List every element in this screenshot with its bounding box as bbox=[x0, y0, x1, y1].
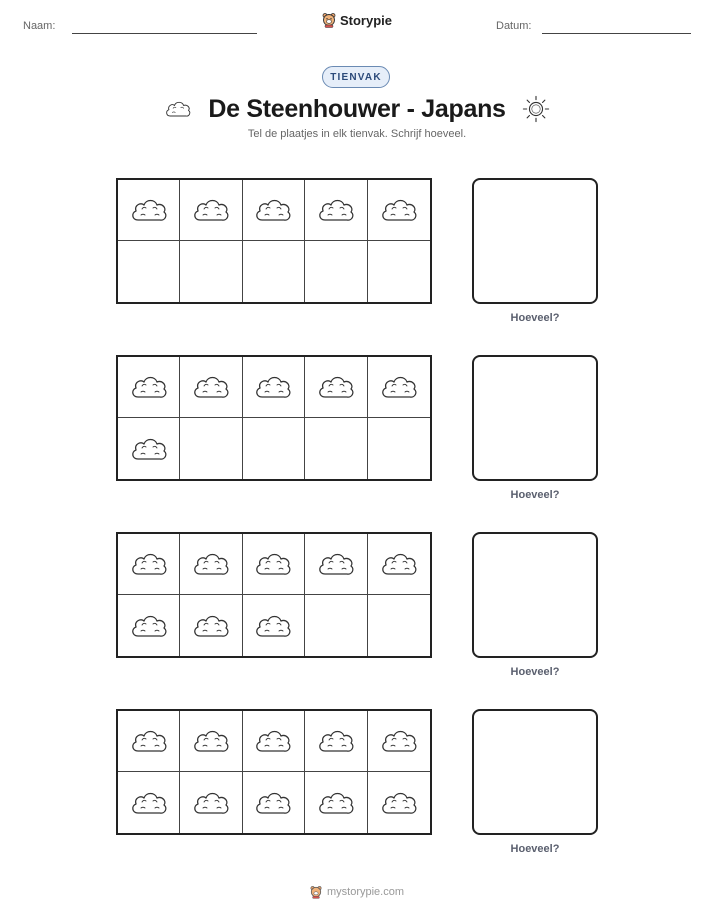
footer-url: mystorypie.com bbox=[326, 886, 405, 898]
answer-box[interactable] bbox=[472, 178, 598, 304]
frame-cell bbox=[368, 180, 430, 241]
answer-box[interactable] bbox=[472, 709, 598, 835]
frame-cell bbox=[368, 772, 430, 833]
frame-cell bbox=[368, 711, 430, 772]
cloud-icon bbox=[191, 549, 231, 579]
ten-frame bbox=[116, 178, 432, 304]
answer-label: Hoeveel? bbox=[510, 666, 560, 678]
frame-cell bbox=[243, 595, 305, 656]
answer-box[interactable] bbox=[472, 355, 598, 481]
name-label: Naam: bbox=[23, 20, 56, 32]
frame-cell bbox=[368, 357, 430, 418]
cloud-icon bbox=[316, 549, 356, 579]
frame-cell bbox=[305, 357, 367, 418]
answer-label: Hoeveel? bbox=[510, 312, 560, 324]
cloud-icon bbox=[253, 195, 293, 225]
cloud-icon bbox=[316, 195, 356, 225]
frame-cell bbox=[118, 772, 180, 833]
frame-cell bbox=[180, 418, 242, 479]
frame-cell bbox=[180, 534, 242, 595]
frame-cell bbox=[118, 241, 180, 302]
frame-cell bbox=[180, 711, 242, 772]
frame-cell bbox=[118, 595, 180, 656]
cloud-icon bbox=[129, 434, 169, 464]
cloud-icon bbox=[379, 726, 419, 756]
cloud-icon bbox=[316, 726, 356, 756]
answer-label: Hoeveel? bbox=[510, 843, 560, 855]
cloud-icon bbox=[191, 372, 231, 402]
ten-frame bbox=[116, 709, 432, 835]
date-label: Datum: bbox=[496, 20, 532, 32]
frame-cell bbox=[305, 418, 367, 479]
frame-cell bbox=[118, 357, 180, 418]
cloud-icon bbox=[379, 788, 419, 818]
frame-cell bbox=[243, 241, 305, 302]
frame-cell bbox=[243, 711, 305, 772]
cloud-icon bbox=[191, 788, 231, 818]
frame-cell bbox=[243, 418, 305, 479]
cloud-icon bbox=[253, 726, 293, 756]
frame-cell bbox=[243, 772, 305, 833]
ten-frame bbox=[116, 355, 432, 481]
frame-cell bbox=[118, 180, 180, 241]
cloud-icon bbox=[379, 372, 419, 402]
frame-cell bbox=[368, 534, 430, 595]
frame-cell bbox=[118, 711, 180, 772]
date-line[interactable] bbox=[542, 33, 691, 34]
frame-cell bbox=[180, 180, 242, 241]
brand-logo bbox=[0, 12, 714, 28]
cloud-icon bbox=[253, 611, 293, 641]
frame-cell bbox=[305, 241, 367, 302]
cloud-icon bbox=[129, 726, 169, 756]
bear-logo-icon bbox=[322, 12, 336, 28]
frame-cell bbox=[305, 534, 367, 595]
frame-cell bbox=[243, 534, 305, 595]
ten-frame bbox=[116, 532, 432, 658]
cloud-icon bbox=[379, 549, 419, 579]
frame-cell bbox=[180, 772, 242, 833]
frame-cell bbox=[368, 241, 430, 302]
cloud-icon bbox=[129, 549, 169, 579]
cloud-icon bbox=[191, 195, 231, 225]
name-line[interactable] bbox=[72, 33, 257, 34]
bear-logo-icon bbox=[310, 885, 322, 899]
frame-cell bbox=[305, 772, 367, 833]
brand-name: Storypie bbox=[339, 12, 392, 28]
cloud-icon bbox=[191, 726, 231, 756]
category-badge: TIENVAK bbox=[322, 66, 390, 88]
sun-icon bbox=[522, 95, 550, 123]
answer-label: Hoeveel? bbox=[510, 489, 560, 501]
cloud-icon bbox=[129, 195, 169, 225]
cloud-icon bbox=[129, 372, 169, 402]
answer-box[interactable] bbox=[472, 532, 598, 658]
frame-cell bbox=[305, 711, 367, 772]
frame-cell bbox=[368, 595, 430, 656]
cloud-icon bbox=[164, 98, 192, 120]
frame-cell bbox=[180, 357, 242, 418]
frame-cell bbox=[180, 595, 242, 656]
frame-cell bbox=[118, 534, 180, 595]
cloud-icon bbox=[316, 788, 356, 818]
title-row bbox=[0, 92, 714, 126]
cloud-icon bbox=[129, 611, 169, 641]
cloud-icon bbox=[316, 372, 356, 402]
frame-cell bbox=[368, 418, 430, 479]
cloud-icon bbox=[253, 549, 293, 579]
frame-cell bbox=[305, 595, 367, 656]
frame-cell bbox=[243, 180, 305, 241]
page-title: De Steenhouwer - Japans bbox=[208, 94, 506, 123]
footer bbox=[0, 885, 714, 899]
frame-cell bbox=[243, 357, 305, 418]
cloud-icon bbox=[191, 611, 231, 641]
instructions: Tel de plaatjes in elk tienvak. Schrijf hoeveel. bbox=[247, 128, 467, 140]
frame-cell bbox=[118, 418, 180, 479]
cloud-icon bbox=[379, 195, 419, 225]
frame-cell bbox=[180, 241, 242, 302]
cloud-icon bbox=[253, 372, 293, 402]
cloud-icon bbox=[253, 788, 293, 818]
cloud-icon bbox=[129, 788, 169, 818]
frame-cell bbox=[305, 180, 367, 241]
